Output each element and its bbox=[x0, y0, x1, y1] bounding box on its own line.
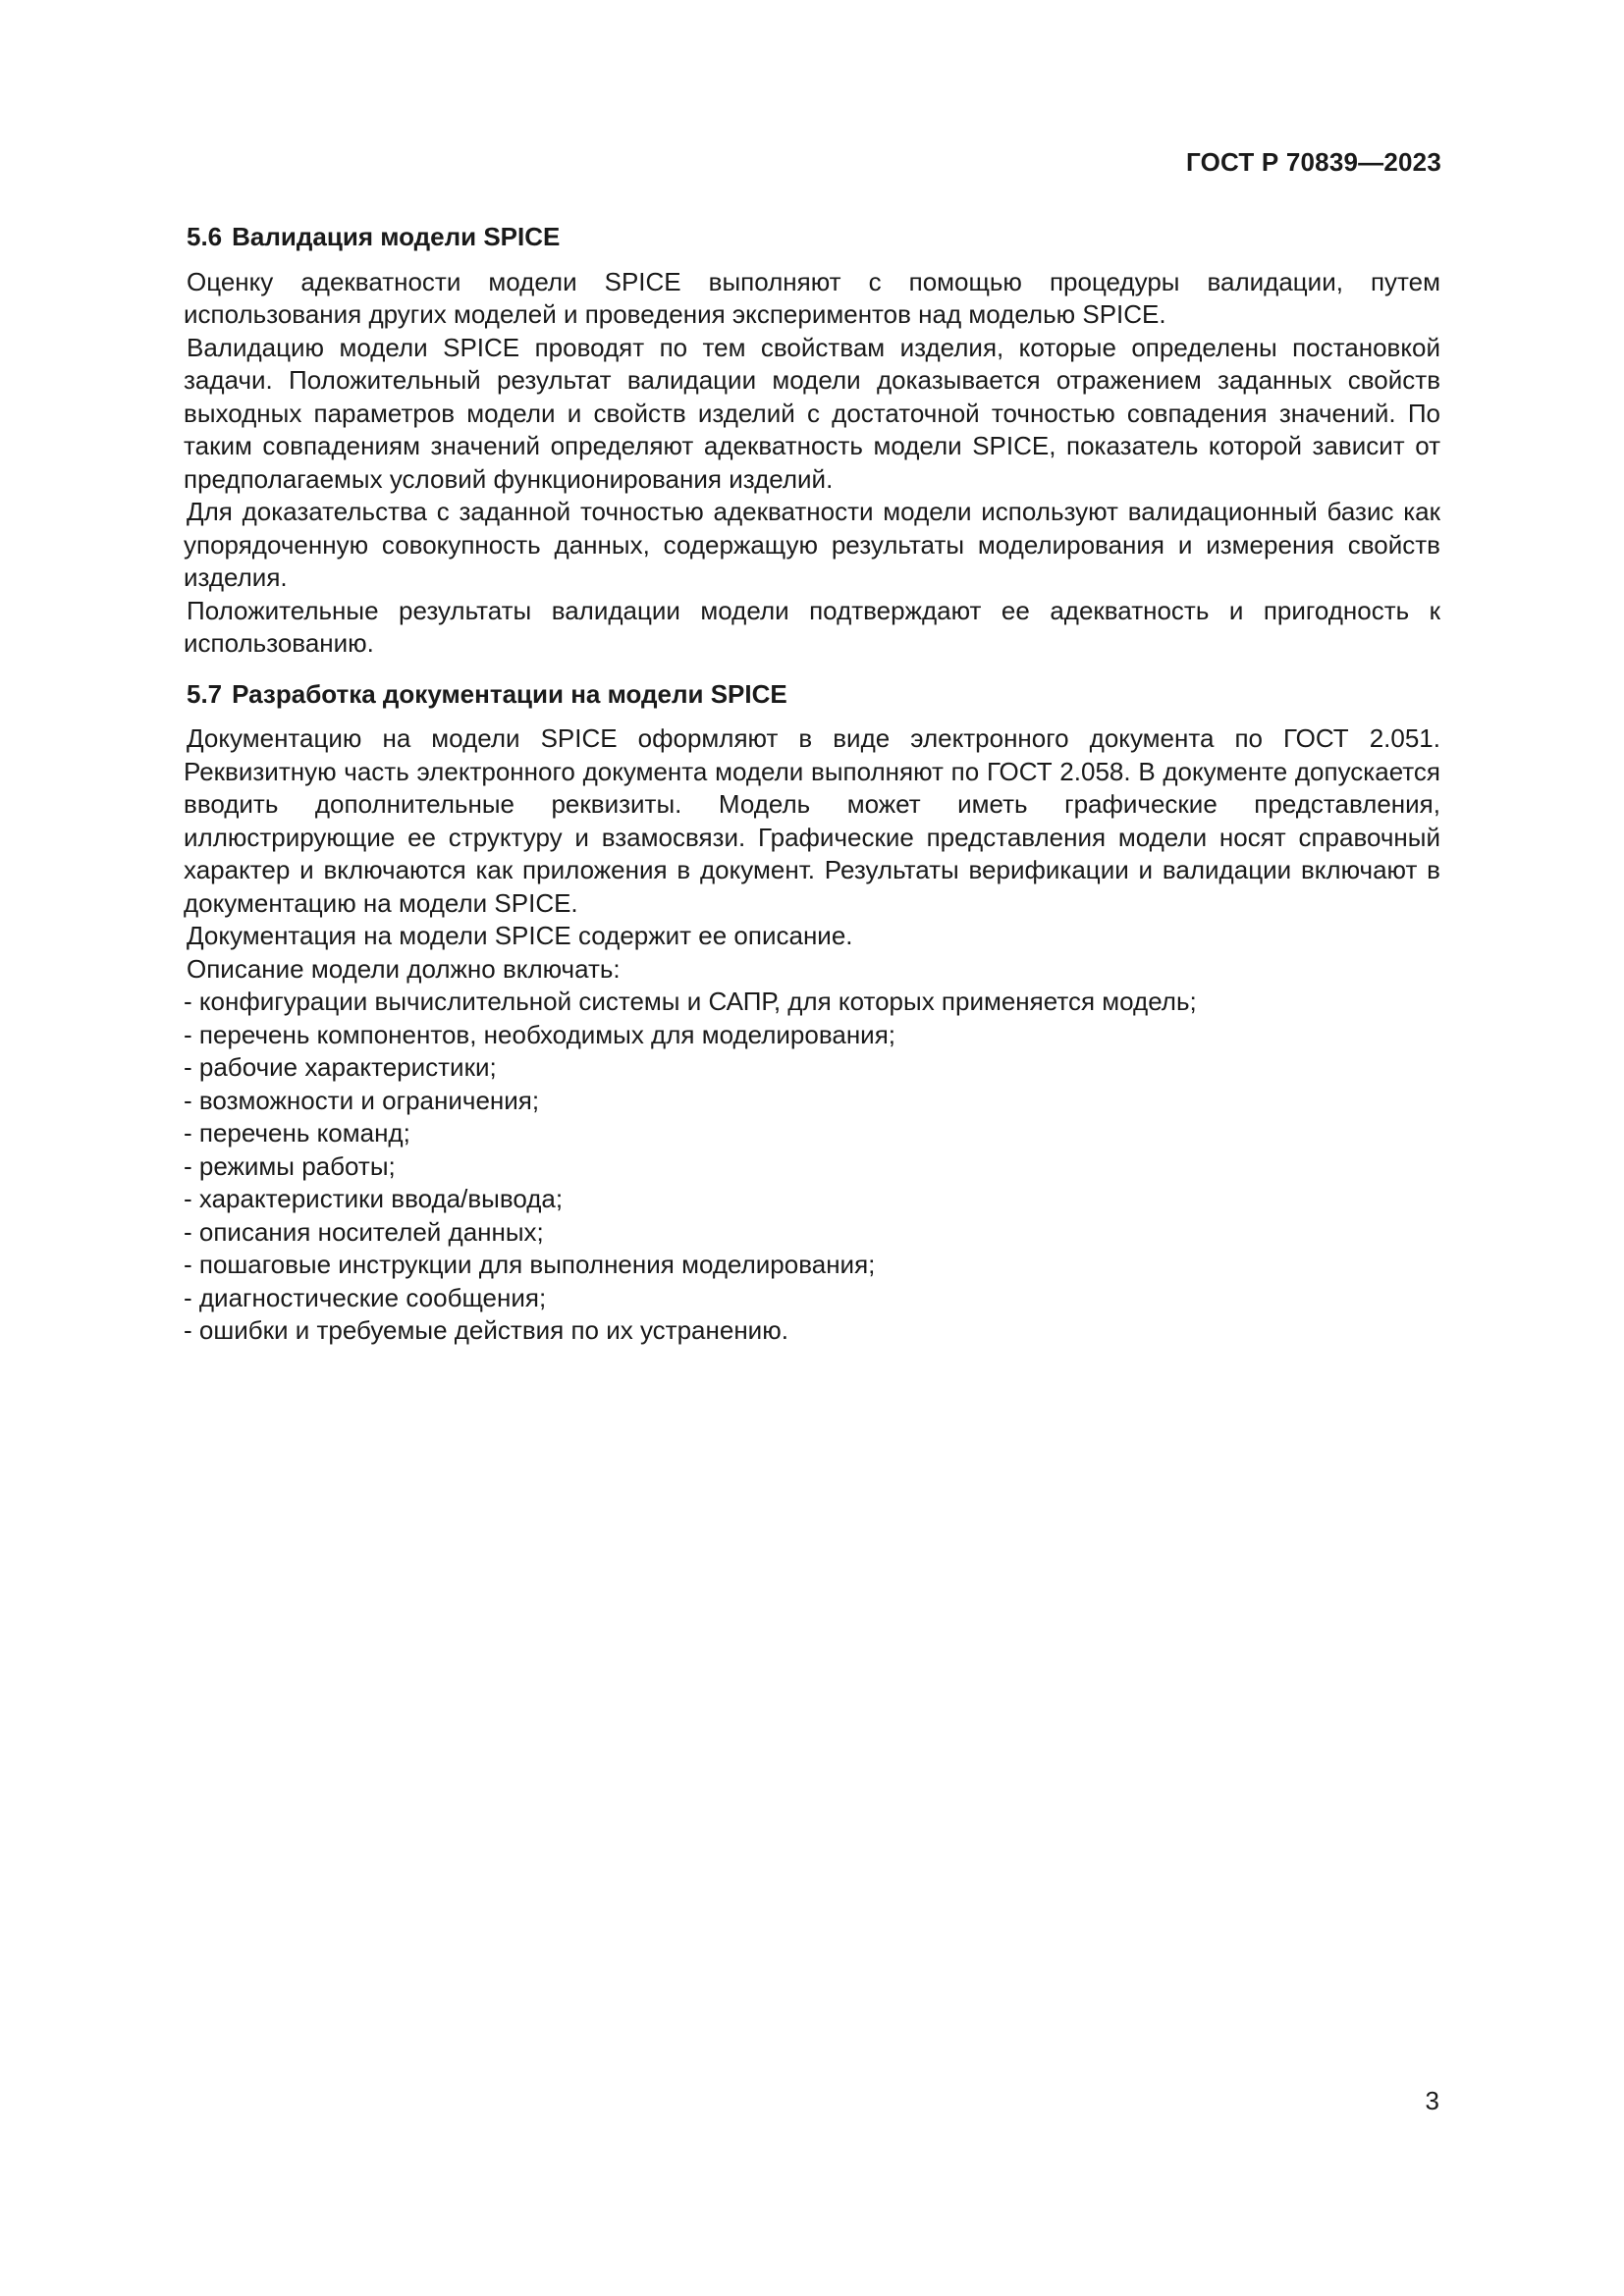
section-5-6 bbox=[184, 221, 1440, 661]
section-title: Разработка документации на модели SPICE bbox=[232, 678, 787, 709]
list-item: - диагностические сообщения; bbox=[184, 1282, 547, 1312]
list-item: - рабочие характеристики; bbox=[184, 1052, 497, 1082]
paragraph: Документацию на модели SPICE оформляют в виде электронного документа по ГОСТ 2.051. Реквизитную часть электронного документа модели выполняют по ГОСТ 2.058. В документе допускается вводить дополнительные реквизиты. Модель может иметь графические представления, иллюстрирующие ее структуру и взамосвязи. Графические представления модели носят справочный характер и включаются как приложения в документ. Результаты верификации и валидации включают в документацию на модели SPICE. bbox=[184, 723, 1440, 918]
description-list bbox=[184, 986, 1440, 1348]
paragraph: Документация на модели SPICE содержит ее описание. bbox=[187, 921, 853, 950]
list-item: - режимы работы; bbox=[184, 1150, 396, 1181]
paragraph: Оценку адекватности модели SPICE выполняют с помощью процедуры валидации, путем использования других моделей и проведения экспериментов над моделью SPICE. bbox=[184, 266, 1440, 329]
paragraph: Для доказательства с заданной точностью адекватности модели используют валидационный базис как упорядоченную совокупность данных, содержащую результаты моделирования и измерения свойств изделия. bbox=[184, 497, 1440, 592]
list-item: - возможности и ограничения; bbox=[184, 1085, 540, 1115]
list-item: - ошибки и требуемые действия по их устранению. bbox=[184, 1315, 788, 1345]
list-item: - характеристики ввода/вывода; bbox=[184, 1184, 564, 1213]
section-number: 5.6 bbox=[187, 222, 223, 251]
page-content bbox=[184, 221, 1440, 1365]
section-number: 5.7 bbox=[187, 678, 223, 709]
paragraph: Описание модели должно включать: bbox=[187, 953, 621, 984]
page-number: 3 bbox=[1425, 2086, 1439, 2115]
list-item: - перечень компонентов, необходимых для моделирования; bbox=[184, 1019, 896, 1049]
list-item: - перечень команд; bbox=[184, 1118, 410, 1148]
list-item: - конфигурации вычислительной системы и САПР, для которых применяется модель; bbox=[184, 987, 1197, 1016]
list-item: - описания носителей данных; bbox=[184, 1216, 544, 1247]
paragraph: Валидацию модели SPICE проводят по тем свойствам изделия, которые определены постановкой задачи. Положительный результат валидации модели доказывается отражением заданных свойств выходных параметров модели и свойств изделий с достаточной точностью совпадения значений. По таким совпадениям значений определяют адекватность модели SPICE, показатель которой зависит от предполагаемых условий функционирования изделий. bbox=[184, 332, 1440, 494]
list-item: - пошаговые инструкции для выполнения моделирования; bbox=[184, 1250, 876, 1279]
section-title: Валидация модели SPICE bbox=[232, 222, 561, 251]
section-heading bbox=[184, 221, 1440, 254]
document-code: ГОСТ Р 70839—2023 bbox=[1186, 147, 1441, 177]
section-5-7 bbox=[184, 678, 1440, 1348]
section-heading bbox=[184, 678, 1440, 712]
paragraph: Положительные результаты валидации модели подтверждают ее адекватность и пригодность к использованию. bbox=[184, 595, 1440, 658]
